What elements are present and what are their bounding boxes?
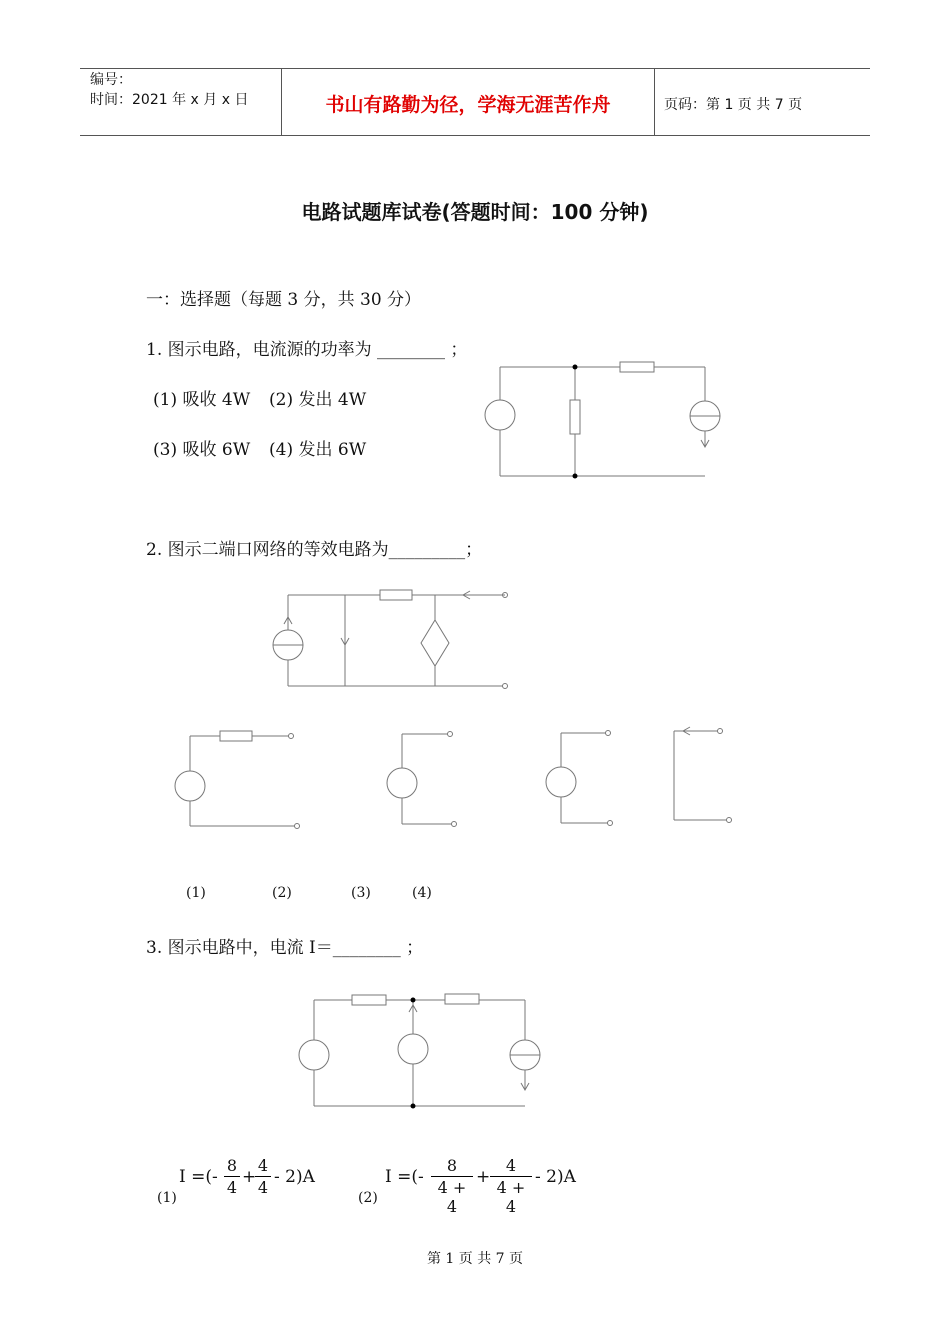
q1-option-2: (2) 发出 4W [269,390,367,410]
f1-fraction-2 [255,1156,271,1197]
f2-num-1: 8 [446,1156,458,1175]
q2-dependent-source [421,620,449,666]
q2-resistor [380,590,412,600]
f2-fraction-1 [431,1156,473,1216]
q1-resistor-top [620,362,654,372]
q2-option-1-circuit [175,731,300,829]
q3-option-1-label: (1) [157,1190,177,1206]
f1-plus: + [242,1167,257,1187]
f2-den-1: 4 + 4 [437,1178,467,1216]
f2-suffix: - 2)A [535,1167,576,1187]
q1-option-1: (1) 吸收 4W [153,390,251,410]
q3-resistor-left [352,995,386,1005]
section-heading: 一：选择题（每题 3 分，共 30 分） [146,290,422,310]
q1-voltage-source [485,400,515,430]
q3-circuit [299,994,540,1109]
q2-label-2: (2) [272,885,292,901]
f2-den-2: 4 + 4 [496,1178,526,1216]
header-page-label: 页码：第 1 页 共 7 页 [664,97,803,113]
q1-stem: 1. 图示电路，电流源的功率为 ________ ； [146,340,468,360]
q2-stem: 2. 图示二端口网络的等效电路为_________； [146,540,483,560]
header-motto: 书山有路勤为径，学海无涯苦作舟 [325,94,611,116]
q1-option-4: (4) 发出 6W [269,440,367,460]
q2-two-port-network [273,590,508,689]
q3-option-2-label: (2) [358,1190,378,1206]
number-label: 编号： [90,72,132,88]
f1-den-2: 4 [257,1178,269,1197]
q2-option-4-circuit [674,727,732,823]
q2-label-4: (4) [412,885,432,901]
q3-stem: 3. 图示电路中，电流 I＝________ ； [146,938,424,958]
f1-num-1: 8 [226,1156,238,1175]
q3-resistor-right [445,994,479,1004]
f2-fraction-2 [490,1156,532,1216]
f1-den-1: 4 [226,1178,238,1197]
f1-num-2: 4 [257,1156,269,1175]
f2-prefix: I =(- [385,1167,424,1187]
q1-circuit [485,362,720,479]
f1-fraction-1 [224,1156,240,1197]
q2-option-3-circuit [546,731,613,826]
f1-prefix: I =(- [179,1167,218,1187]
q2-label-3: (3) [351,885,371,901]
q3-voltage-source [299,1040,329,1070]
exam-title: 电路试题库试卷(答题时间：100 分钟) [301,200,649,224]
q1-resistor-middle [570,400,580,434]
date-label: 时间：2021 年 x 月 x 日 [90,92,249,108]
f1-suffix: - 2)A [274,1167,315,1187]
page-footer: 第 1 页 共 7 页 [426,1251,524,1267]
f2-plus: + [476,1167,491,1187]
q1-option-3: (3) 吸收 6W [153,440,251,460]
f2-num-2: 4 [505,1156,517,1175]
q2-label-1: (1) [186,885,206,901]
q2-option-2-circuit [387,732,457,827]
q3-voltage-source-middle [398,1034,428,1064]
